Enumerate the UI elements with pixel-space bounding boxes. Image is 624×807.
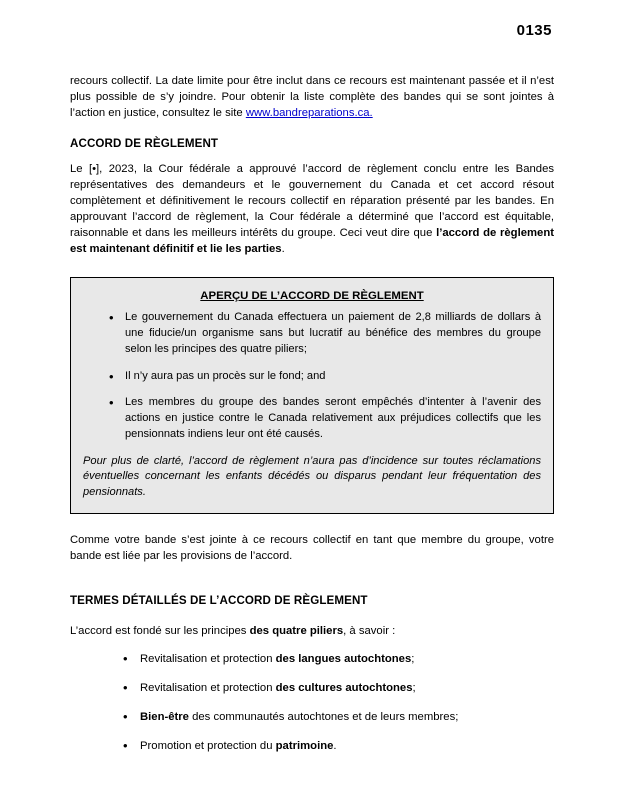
- pillar-pre: Promotion et protection du: [140, 739, 276, 752]
- accord-paragraph-bold: l’accord de règlement est maintenant définitif et lie les parties: [70, 227, 554, 256]
- intro-text: recours collectif. La date limite pour être inclut dans ce recours est maintenant passée et il n’est plus possible de s’y joindre. Pour obtenir la liste complète des bandes qui se sont jointes à l’action en justice, consultez le site: [70, 75, 554, 120]
- pillars-intro: [70, 623, 554, 639]
- pillar-post: ;: [411, 652, 415, 665]
- list-item: • Les membres du groupe des bandes seront empêchés d’intenter à l’avenir des actions en justice contre le Canada relativement aux préjudices collectifs que les pensionnats indiens leur ont été causés.: [125, 395, 541, 442]
- pillar-bold: des cultures autochtones: [275, 681, 413, 694]
- summary-box: [70, 277, 554, 514]
- pillar-bold: patrimoine: [275, 739, 334, 752]
- list-item: [140, 709, 554, 725]
- accord-paragraph-end: .: [281, 243, 285, 256]
- accord-paragraph-text: Le [•], 2023, la Cour fédérale a approuvé l’accord de règlement conclu entre les Bandes représentatives des demandeurs et le gouvernement du Canada et cet accord résout complètement et définitivement le recours collectif en réparation présenté par les bandes. En approuvant l’accord de règlement, la Cour fédérale a déterminé que l’accord est équitable, raisonnable et dans les meilleurs intérêts du groupe. Ceci veut dire que: [70, 163, 554, 240]
- section-heading-termes: TERMES DÉTAILLÉS DE L’ACCORD DE RÈGLEMENT: [70, 593, 368, 607]
- pillar-pre: Revitalisation et protection: [140, 652, 276, 665]
- pillar-pre: Revitalisation et protection: [140, 681, 276, 694]
- pillars-intro-post: , à savoir :: [343, 624, 396, 637]
- section-heading-accord: ACCORD DE RÈGLEMENT: [70, 137, 219, 151]
- page-number: 0135: [516, 22, 552, 39]
- pillar-post: .: [333, 739, 337, 752]
- pillars-intro-bold: des quatre piliers: [249, 624, 344, 637]
- pillars-list: [70, 651, 554, 754]
- pillar-post: des communautés autochtones et de leurs membres;: [188, 710, 459, 723]
- list-item: • Il n’y aura pas un procès sur le fond; and: [125, 369, 541, 385]
- summary-box-note: Pour plus de clarté, l’accord de règlement n’aura pas d’incidence sur toutes réclamations éventuelles concernant les enfants décédés ou disparus pendant leur fréquentation des pensionnats.: [83, 454, 541, 499]
- summary-box-list: [83, 310, 541, 442]
- pillars-intro-pre: L’accord est fondé sur les principes: [70, 624, 250, 637]
- list-item: • Le gouvernement du Canada effectuera un paiement de 2,8 milliards de dollars à une fiducie/un organisme sans but lucratif au bénéfice des membres du groupe selon les principes des quatre piliers;: [125, 310, 541, 357]
- bandreparations-link[interactable]: www.bandreparations.ca.: [245, 107, 373, 120]
- pillar-bold: des langues autochtones: [275, 652, 412, 665]
- intro-paragraph: [70, 73, 554, 121]
- pillar-post: ;: [412, 681, 416, 694]
- after-box-paragraph: Comme votre bande s’est jointe à ce recours collectif en tant que membre du groupe, votre bande est liée par les provisions de l’accord.: [70, 533, 554, 562]
- summary-box-title: APERÇU DE L’ACCORD DE RÈGLEMENT: [200, 290, 424, 303]
- accord-paragraph: [70, 161, 554, 257]
- list-item: [140, 651, 554, 667]
- list-item: [140, 680, 554, 696]
- pillar-bold: Bien-être: [140, 710, 189, 723]
- list-item: [140, 738, 554, 754]
